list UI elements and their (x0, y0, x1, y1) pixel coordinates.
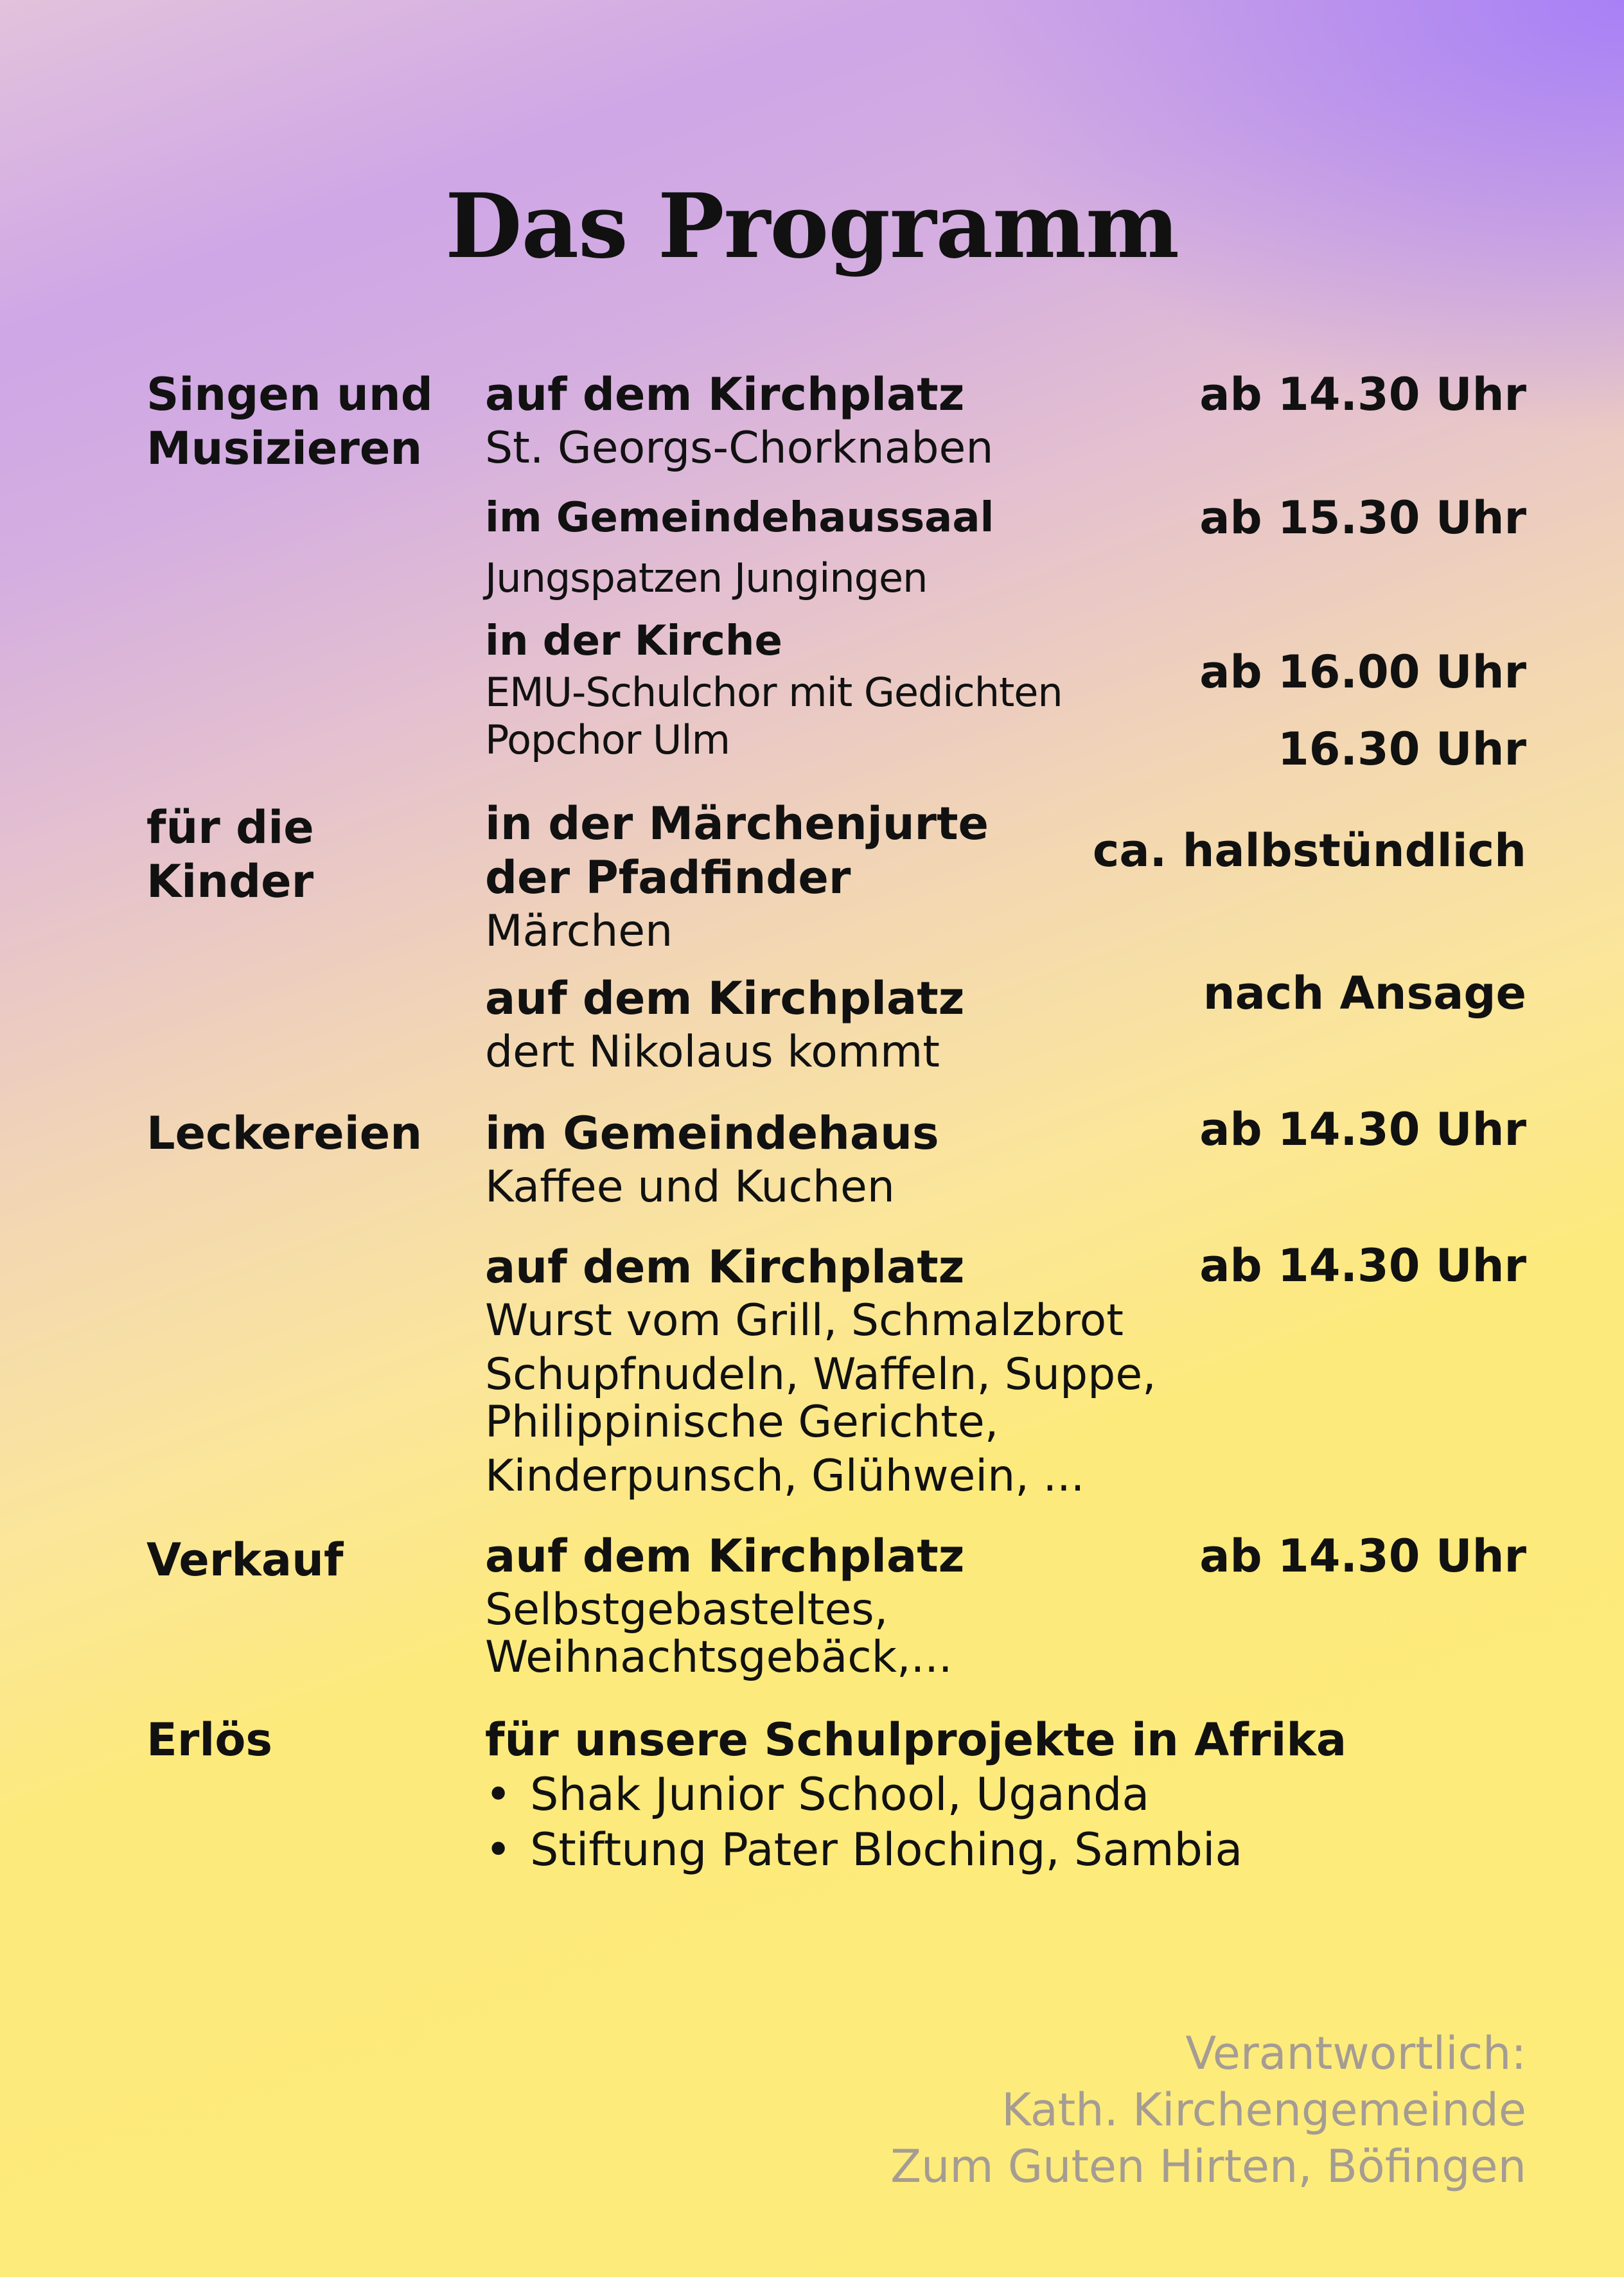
list-item (485, 1767, 1526, 1822)
entry-description: Schupfnudeln, Waffeln, Suppe, (485, 1349, 1156, 1400)
entry-location: auf dem Kirchplatz (485, 1530, 965, 1582)
entry-description: EMU-Schulchor mit Gedichten (485, 669, 1063, 716)
entry-location: auf dem Kirchplatz (485, 368, 965, 421)
entry-description: Jungspatzen Jungingen (485, 554, 928, 601)
entry-time: nach Ansage (1203, 967, 1526, 1020)
list-item-text: Shak Junior School, Uganda (530, 1768, 1150, 1821)
entry-description: Kinderpunsch, Glühwein, ... (485, 1451, 1085, 1502)
entry-location: für unsere Schulprojekte in Afrika (485, 1714, 1347, 1766)
entry-time: ab 14.30 Uhr (1199, 368, 1526, 421)
entry-erloes (485, 1713, 1526, 1877)
entry-time: 16.30 Uhr (1278, 723, 1526, 775)
section-label-line: Musizieren (146, 422, 423, 475)
entry-time: ab 14.30 Uhr (1199, 1239, 1526, 1292)
entry-description: Weihnachtsgebäck,... (485, 1632, 953, 1683)
entry-location: im Gemeindehaus (485, 1107, 939, 1160)
footer-line: Kath. Kirchengemeinde (1002, 2084, 1526, 2136)
entry-location: auf dem Kirchplatz (485, 1241, 965, 1293)
entry-time: ca. halbstündlich (1092, 824, 1526, 877)
page-title: Das Programm (445, 173, 1179, 278)
entry-time: ab 15.30 Uhr (1199, 492, 1526, 544)
entry-time: ab 14.30 Uhr (1199, 1103, 1526, 1156)
entry-location: im Gemeindehaussaal (485, 494, 994, 542)
entry-description: Selbstgebasteltes, (485, 1584, 888, 1635)
footer-responsible (890, 2025, 1526, 2195)
section-label-erloes: Erlös (146, 1714, 273, 1766)
entry-time: ab 14.30 Uhr (1199, 1530, 1526, 1582)
entry-description: Wurst vom Grill, Schmalzbrot (485, 1295, 1124, 1346)
entry-description: Kaffee und Kuchen (485, 1162, 895, 1212)
footer-line: Verantwortlich: (1185, 2027, 1526, 2080)
section-label-kinder (146, 801, 314, 908)
entry-location: der Pfadfinder (485, 851, 851, 904)
entry-description: St. Georgs-Chorknaben (485, 423, 994, 474)
footer-line: Zum Guten Hirten, Böfingen (890, 2140, 1526, 2193)
entry-location: in der Kirche (485, 617, 782, 665)
entry-time: ab 16.00 Uhr (1199, 646, 1526, 698)
bullet-icon: • (485, 1768, 512, 1821)
entry-kinder-maerchenjurte (485, 797, 1526, 959)
bullet-icon: • (485, 1823, 512, 1876)
section-label-line: für die (146, 801, 314, 854)
entry-description: Philippinische Gerichte, (485, 1397, 999, 1448)
list-item-text: Stiftung Pater Bloching, Sambia (530, 1823, 1243, 1876)
entry-location: in der Märchenjurte (485, 797, 989, 850)
section-label-line: Kinder (146, 855, 314, 908)
entry-description: Märchen (485, 906, 673, 957)
entry-description: dert Nikolaus kommt (485, 1027, 940, 1077)
section-label-verkauf: Verkauf (146, 1534, 344, 1586)
entry-description: Popchor Ulm (485, 716, 730, 763)
section-label-singen (146, 368, 433, 475)
list-item (485, 1822, 1526, 1877)
entry-location: auf dem Kirchplatz (485, 972, 965, 1025)
section-label-leckereien: Leckereien (146, 1107, 423, 1160)
section-label-line: Singen und (146, 368, 433, 421)
